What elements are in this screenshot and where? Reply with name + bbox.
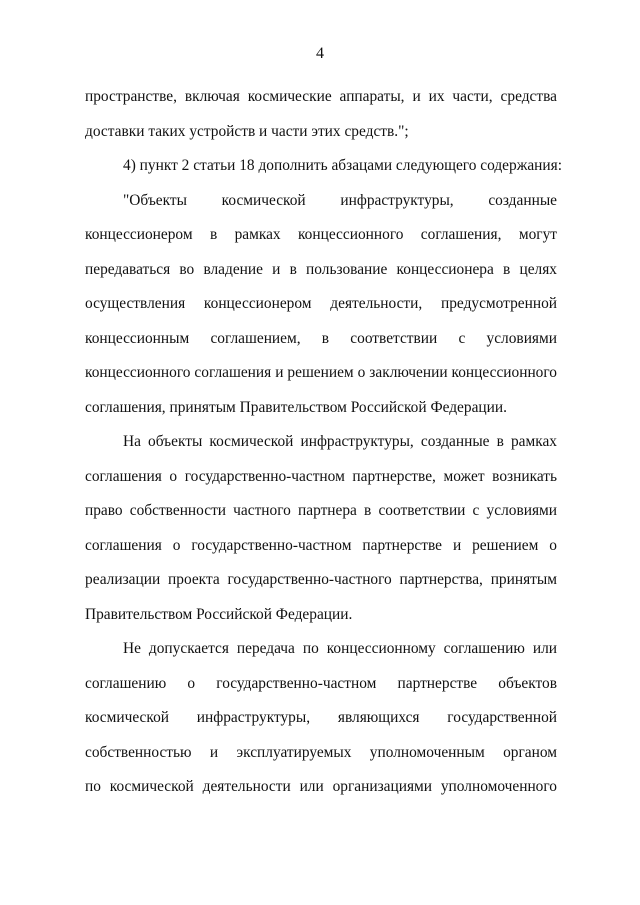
- text-line: соглашению о государственно-частном партнерстве объектов: [85, 674, 557, 692]
- text-line: концессионером в рамках концессионного соглашения, могут: [85, 226, 557, 243]
- text-line: 4) пункт 2 статьи 18 дополнить абзацами следующего содержания:: [123, 157, 562, 174]
- text-line: "Объекты космической инфраструктуры, созданные: [123, 191, 557, 209]
- text-line: соглашения о государственно-частном партнерстве, может возникать: [85, 467, 557, 485]
- text-line: реализации проекта государственно-частного партнерства, принятым: [85, 571, 557, 588]
- body-text: [85, 80, 562, 805]
- page-number: 4: [316, 45, 324, 62]
- text-line: На объекты космической инфраструктуры, созданные в рамках: [123, 433, 557, 450]
- text-line: Правительством Российской Федерации.: [85, 605, 353, 623]
- text-line: собственностью и эксплуатируемых уполномоченным органом: [85, 743, 557, 761]
- text-line: пространстве, включая космические аппараты, и их части, средства: [85, 88, 557, 105]
- text-line: концессионного соглашения и решением о заключении концессионного: [85, 364, 557, 381]
- text-line: соглашения, принятым Правительством Российской Федерации.: [85, 398, 507, 416]
- text-line: Не допускается передача по концессионному соглашению или: [123, 640, 557, 657]
- text-line: космической инфраструктуры, являющихся государственной: [85, 709, 557, 726]
- text-line: по космической деятельности или организациями уполномоченного: [85, 778, 557, 795]
- text-line: концессионным соглашением, в соответствии с условиями: [85, 329, 557, 347]
- text-line: соглашения о государственно-частном партнерстве и решением о: [85, 536, 557, 554]
- text-line: осуществления концессионером деятельности, предусмотренной: [85, 295, 557, 312]
- text-line: передаваться во владение и в пользование концессионера в целях: [85, 260, 557, 278]
- text-line: доставки таких устройств и части этих средств.";: [85, 122, 409, 140]
- text-line: право собственности частного партнера в соответствии с условиями: [85, 502, 557, 519]
